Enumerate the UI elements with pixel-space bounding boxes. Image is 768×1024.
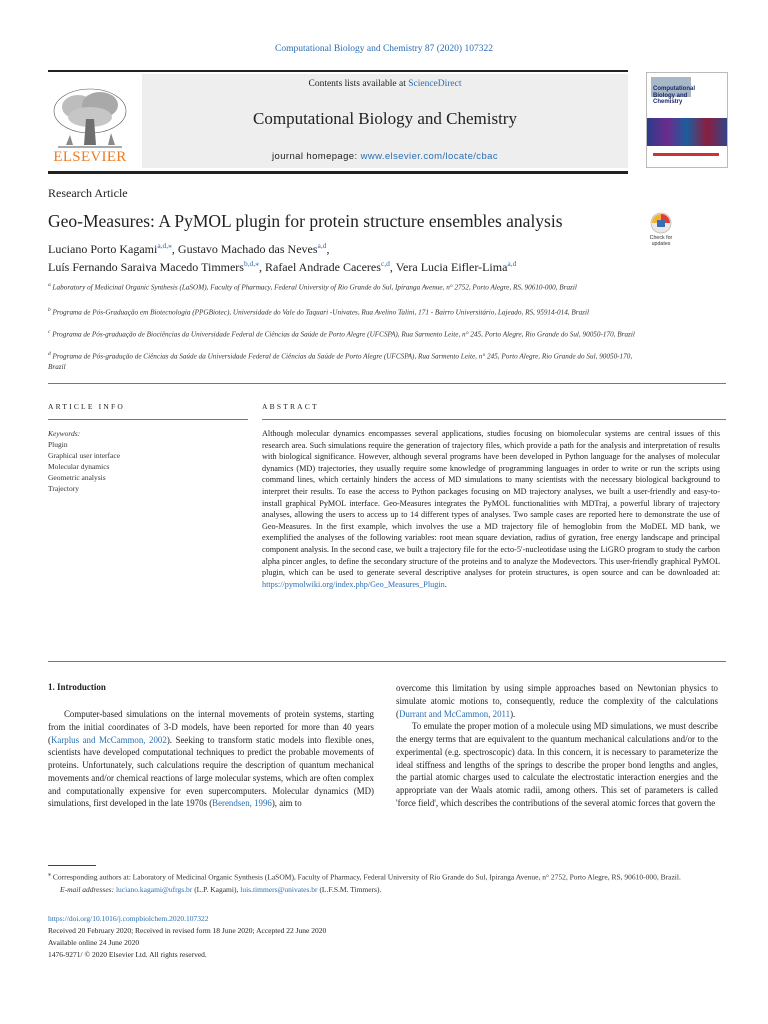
section-divider [48,383,726,384]
doi-link[interactable]: https://doi.org/10.1016/j.compbiolchem.2020.107322 [48,914,209,923]
author-name[interactable]: Luciano Porto Kagami [48,242,158,256]
header-bottom-rule [48,171,628,174]
intro-right-column [396,682,718,810]
paper-title: Geo-Measures: A PyMOL plugin for protein structure ensembles analysis [48,211,563,231]
affiliation [48,280,638,293]
author-name[interactable]: Luís Fernando Saraiva Macedo Timmers [48,260,244,274]
publication-info [48,913,326,961]
affiliation-mark: d [48,351,51,357]
author-affil-marks[interactable]: c,d [380,259,390,268]
affiliation-text: Programa de Pós-Graduação em Biotecnologia (PPGBiotec), Universidade do Vale do Taquari -Univates, Rua Avelino Talini, 171 - Bairro Universitário, Lajeado, RS, 95914-014, Brazil [52,308,589,317]
email-link[interactable]: luciano.kagami@ufrgs.br [115,884,193,894]
cover-image-strip [647,118,727,146]
plugin-download-link[interactable]: https://pymolwiki.org/index.php/Geo_Measures_Plugin [262,579,445,589]
intro-left-column [48,708,374,810]
affiliation-mark: a [48,282,51,288]
keywords-label: Keywords: [48,429,81,438]
affiliation-text: Laboratory of Medicinal Organic Synthesis (LaSOM), Faculty of Pharmacy, Federal University of Rio Grande do Sul, Ipiranga Avenue, n° 2752, Porto Alegre, RS, 90610-000, Brazil [52,283,577,292]
affiliation-text: Programa de Pós-gradução de Ciências da Saúde da Universidade Federal de Ciências da Saúde de Porto Alegre (UFCSPA), Rua Sarmento Leite, n° 245, Porto Alegre, Rio Grande do Sul, 90050-170, Brazil [48,352,633,372]
journal-homepage [142,151,628,162]
affiliation [48,327,638,340]
sciencedirect-link[interactable]: ScienceDirect [408,79,462,89]
homepage-link[interactable]: www.elsevier.com/locate/cbac [360,151,498,162]
abstract-bottom-rule [48,661,726,662]
copyright: 1476-9271/ © 2020 Elsevier Ltd. All rights reserved. [48,950,207,959]
received-dates: Received 20 February 2020; Received in revised form 18 June 2020; Accepted 22 June 2020 [48,926,327,935]
abstract-text: Although molecular dynamics encompasses several applications, studies focusing on biomolecular systems are central issues of this research area. Such simulations require the generation of trajectory files, which provide a path for the analysis and interpretation of results with biological significance. However, although several programs have been developed in Python language for the analyses of molecular dynamics (MD) trajectories, they usually require some knowledge of programming languages in order to write or run the scripts using command lines, which certainly hinders the access of MD simulations to many scientists with the necessary biological background to interpret their results. To ease the access to Python packages focusing on MD trajectory analyses, we built a user-friendly and easy-to-install graphical PyMOL interface. Geo-Measures integrates the PyMOL functionalities with MDTraj, a powerful library of trajectory analyses, allowing the users to access up to 14 different types of analyses. Two sample cases are reported here to demonstrate the use of Geo-Measures. In the first example, which involves the use a MD trajectory file of hemoglobin from the MoDEL MD bank, we exemplified the analyses of the following variables: root mean square deviation, radius of gyration, free energy landscape and principal component analysis. In the second case, we built a trajectory file for the ecto-5′-nucleotidase using the LiGRO program to study the carbon alpha pincer angles, to define the secondary structure of the proteins and to analyze the Modevectors. This user-friendly graphical PyMOL plugin, which can be used to generate several descriptive analyses for protein structures, is open source and can be downloaded at: [262,429,720,578]
author-affil-marks[interactable]: a,d [317,241,327,250]
intro-text: ). [510,708,516,719]
introduction-heading: 1. Introduction [48,682,106,692]
affiliation-mark: b [48,307,51,313]
affiliation [48,349,638,373]
contents-line [142,79,628,89]
intro-text: ), aim to [271,798,302,809]
authors-line-2: Luís Fernando Saraiva Macedo Timmers$^{b,d,⁎}$, Rafael Andrade Caceres$^{c,d}$, Vera Lucia Eifler-Lima$^{a,d}$ [48,259,517,274]
abstract-end: . [444,579,447,589]
affiliation [48,305,638,318]
intro-text: overcome this limitation by using simple approaches based on Newtonian physics to simulate atomic motions to, consequently, reduce the complexity of the calculations ( [396,683,718,719]
keyword: Trajectory [48,484,79,493]
homepage-prefix: journal homepage: [272,151,361,162]
authors-line-1: Luciano Porto Kagami$^{a,d,⁎}$, Gustavo Machado das Neves$^{a,d}$, [48,241,330,256]
article-info-heading: ARTICLE INFO [48,402,125,411]
intro-text: ). Seeking to transform static models into flexible ones, scientists have developed computational techniques to predict the probable movements of proteins. Unfortunately, such calculations require the description of quantum mechanical movements and/or chemical reactions of large molecular systems, which are often complex and computationally expensive for even supercomputers. Molecular dynamics (MD) simulations, first developed in the late 1970s ( [48,734,374,809]
article-type: Research Article [48,186,128,200]
keyword: Geometric analysis [48,473,106,482]
cover-footer-bar [653,153,719,156]
journal-title: Computational Biology and Chemistry [253,109,517,128]
email-link[interactable]: luis.timmers@univates.br [240,884,318,894]
corresponding-text: Corresponding authors at: Laboratory of Medicinal Organic Synthesis (LaSOM), Faculty of Pharmacy, Federal University of Rio Grande do Sul, Ipiranga Avenue, n° 2752, Porto Alegre, RS, 90610-000, Brazil. [52,872,681,882]
intro-text: Computer-based simulations on the internal movements of protein systems, starting from the initial coordinates of 3-D models, have been reported for more than 40 years ( [48,709,374,745]
header-top-rule [48,70,628,72]
article-info-rule [48,419,248,420]
author-affil-marks[interactable]: b,d,⁎ [243,259,259,268]
email-owner: (L.F.S.M. Timmers). [317,884,382,894]
footnote-rule [48,865,96,866]
affiliation-mark: c [48,329,51,335]
check-for-updates-label: Check for updates [649,235,673,247]
keyword: Molecular dynamics [48,462,110,471]
abstract-rule [262,419,726,420]
citation-link[interactable]: Durrant and McCammon, 2011 [398,708,511,719]
available-online: Available online 24 June 2020 [48,938,140,947]
email-label: E-mail addresses: [60,884,115,894]
journal-citation[interactable]: Computational Biology and Chemistry 87 (2020) 107322 [275,44,493,54]
keyword: Graphical user interface [48,451,121,460]
abstract-body [262,428,720,590]
author-affil-marks[interactable]: a,d [507,259,517,268]
author-affil-marks[interactable]: a,d,⁎ [157,241,172,250]
author-name[interactable]: Rafael Andrade Caceres [264,260,381,274]
affiliation-text: Programa de Pós-graduação de Biociências da Universidade Federal de Ciências da Saúde de Porto Alegre (UFCSPA), Rua Sarmento Leite, n° 245, Porto Alegre, Rio Grande do Sul, 90050-170, Brazil [52,330,635,339]
intro-paragraph: To emulate the proper motion of a molecule using MD simulations, we must describe the energy terms that are equivalent to the quantum mechanical calculations and/or to the experimental (e.g. spectroscopic) data. In this concern, it is necessary to parameterize the ideal stiffness and lengths of the springs to describe the proper bond lengths and angles, the partial atomic charges used to calculate the electrostatic interaction energies and the appropriate van der Waals atomic radii, among others. This set of parameters is called 'force field', which describes the contributions of the several atomic forces that govern the [396,721,718,808]
author-name[interactable]: Vera Lucia Eifler-Lima [395,260,508,274]
citation-link[interactable]: Karplus and McCammon, 2002 [50,734,167,745]
journal-cover-thumbnail[interactable] [646,72,728,168]
citation-link[interactable]: Berendsen, 1996 [212,798,272,809]
footnote-mark: ⁎ [48,872,51,878]
footnote-corresponding [48,869,726,896]
email-owner: (L.P. Kagami), [192,884,241,894]
contents-prefix: Contents lists available at [308,79,409,89]
abstract-heading: ABSTRACT [262,402,319,411]
keyword: Plugin [48,440,68,449]
author-name[interactable]: Gustavo Machado das Neves [177,242,318,256]
cover-title: Computational Biology and Chemistry [653,86,695,105]
elsevier-wordmark: ELSEVIER [53,149,127,165]
